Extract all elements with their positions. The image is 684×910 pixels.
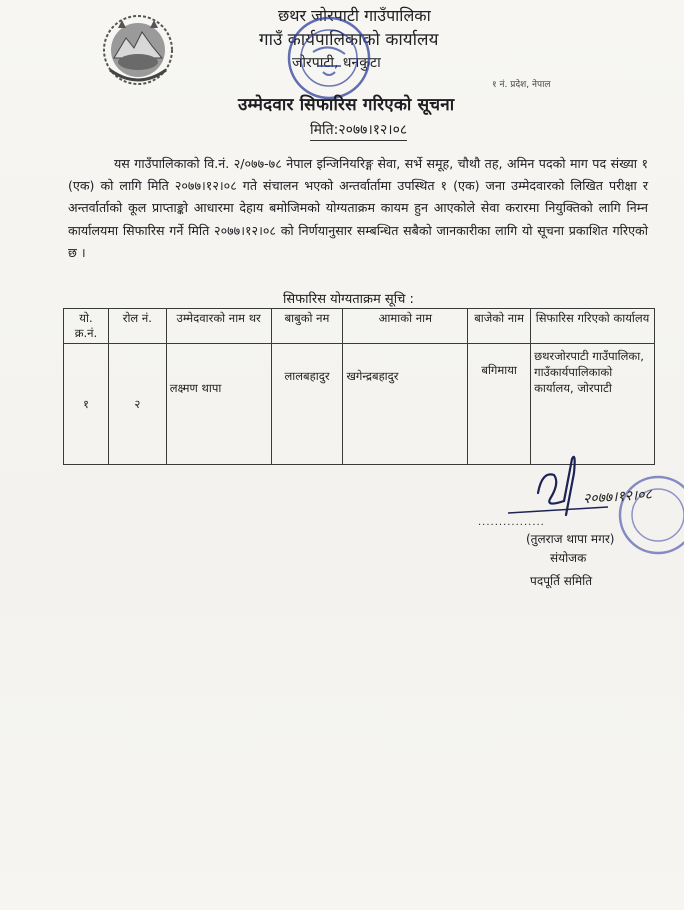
office-name: गाउँ कार्यपालिकाको कार्यालय xyxy=(259,30,439,50)
column-header: उम्मेदवारको नाम थर xyxy=(166,309,271,344)
province-text: १ नं. प्रदेश, नेपाल xyxy=(492,80,551,90)
table-cell: बगिमाया xyxy=(468,344,531,465)
signature-date: २०७७।१२।०८ xyxy=(582,486,653,508)
table-cell: २ xyxy=(108,344,166,465)
column-header: यो. क्र.नं. xyxy=(64,309,109,344)
table-cell: लक्ष्मण थापा xyxy=(166,344,271,465)
table-cell: छथरजोरपाटी गाउँपालिका, गाउँकार्यपालिकाको कार्यालय, जोरपाटी xyxy=(531,344,655,465)
office-seal-stamp-icon xyxy=(283,12,375,104)
table-header-row xyxy=(64,309,655,344)
notice-body: यस गाउँपालिकाको वि.नं. २/०७७-७८ नेपाल इन्जिनियरिङ्ग सेवा, सर्भे समूह, चौथौ तह, अमिन पदको माग पद संख्या १ (एक) को लागि मिति २०७७।१२।०८ गते संचालन भएको अन्तर्वार्तामा उपस्थित १ (एक) जना उम्मेदवारको लिखित परीक्षा र अन्तर्वार्ताको कूल प्राप्ताङ्को आधारमा देहाय बमोजिमको योग्यताक्रम कायम हुन आएकोले सेवा करारमा नियुक्तिको लागि निम्न कार्यालयमा सिफारिस गर्ने मिति २०७७।१२।०८ को निर्णयानुसार सम्बन्धित सबैको जानकारीका लागि यो सूचना प्रकाशित गरिएको छ । xyxy=(68,156,648,260)
column-header: बाजेको नाम xyxy=(468,309,531,344)
table-cell: खगेन्द्रबहादुर xyxy=(343,344,468,465)
notice-date: मिति:२०७७।१२।०८ xyxy=(310,120,407,141)
column-header: सिफारिस गरिएको कार्यालय xyxy=(531,309,655,344)
column-header: आमाको नाम xyxy=(343,309,468,344)
column-header: बाबुको नम xyxy=(271,309,343,344)
table-row xyxy=(64,344,655,465)
signatory-name: (तुलराज थापा मगर) xyxy=(526,532,615,546)
recommendation-table xyxy=(63,308,655,465)
notice-title: उम्मेदवार सिफारिस गरिएको सूचना xyxy=(238,95,455,115)
signatory-role: संयोजक xyxy=(550,551,587,565)
table-cell: लालबहादुर xyxy=(271,344,343,465)
signature-dots: ................ xyxy=(478,517,545,528)
table-cell: १ xyxy=(64,344,109,465)
office-address: जोरपाटी, धनकुटा xyxy=(292,55,381,71)
column-header: रोल नं. xyxy=(108,309,166,344)
table-caption: सिफारिस योग्यताक्रम सूचि : xyxy=(283,292,414,307)
signatory-committee: पदपूर्ति समिति xyxy=(530,574,593,588)
government-emblem-icon xyxy=(100,10,176,90)
municipality-name: छथर जोरपाटी गाउँपालिका xyxy=(278,6,431,25)
